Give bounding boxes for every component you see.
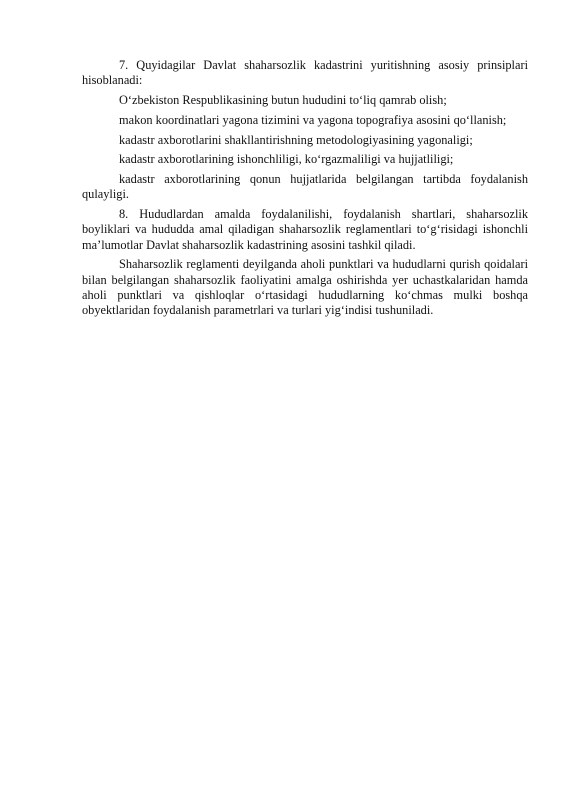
paragraph-principles-intro: 7. Quyidagilar Davlat shaharsozlik kadastrini yuritishning asosiy prinsiplari hisoblanadi: bbox=[82, 58, 528, 88]
paragraph-principle-coordinates: makon koordinatlari yagona tizimini va yagona topografiya asosini qo‘llanish; bbox=[119, 112, 507, 127]
paragraph-principle-coverage: O‘zbekiston Respublikasining butun hududini to‘liq qamrab olish; bbox=[119, 93, 447, 107]
paragraph-reglament-definition: Shaharsozlik reglamenti deyilganda aholi punktlari va hududlarni qurish qoidalari bilan belgilangan shaharsozlik faoliyatini amalga oshirishda yer uchastkalaridan hamda aholi punktlari va qishloqlar o‘rtasidagi hududlarning ko‘chmas mulki boshqa obyektlaridan foydalanish parametrlari va turlari yig‘indisi tushuniladi. bbox=[82, 257, 528, 317]
paragraph-principle-reliability: kadastr axborotlarining ishonchliligi, ko‘rgazmaliligi va hujjatliligi; bbox=[119, 152, 454, 167]
paragraph-cadastre-basis: 8. Hududlardan amalda foydalanilishi, foydalanish shartlari, shaharsozlik boyliklari va hududda amal qiladigan shaharsozlik reglamentlari to‘g‘risidagi ishonchli ma’lumotlar Davlat shaharsozlik kadastrining asosini tashkil qiladi. bbox=[82, 207, 528, 252]
paragraph-principle-accessibility: kadastr axborotlarining qonun hujjatlarida belgilangan tartibda foydalanish qulayligi. bbox=[82, 172, 528, 202]
paragraph-principle-methodology: kadastr axborotlarini shakllantirishning metodologiyasining yagonaligi; bbox=[119, 132, 473, 147]
